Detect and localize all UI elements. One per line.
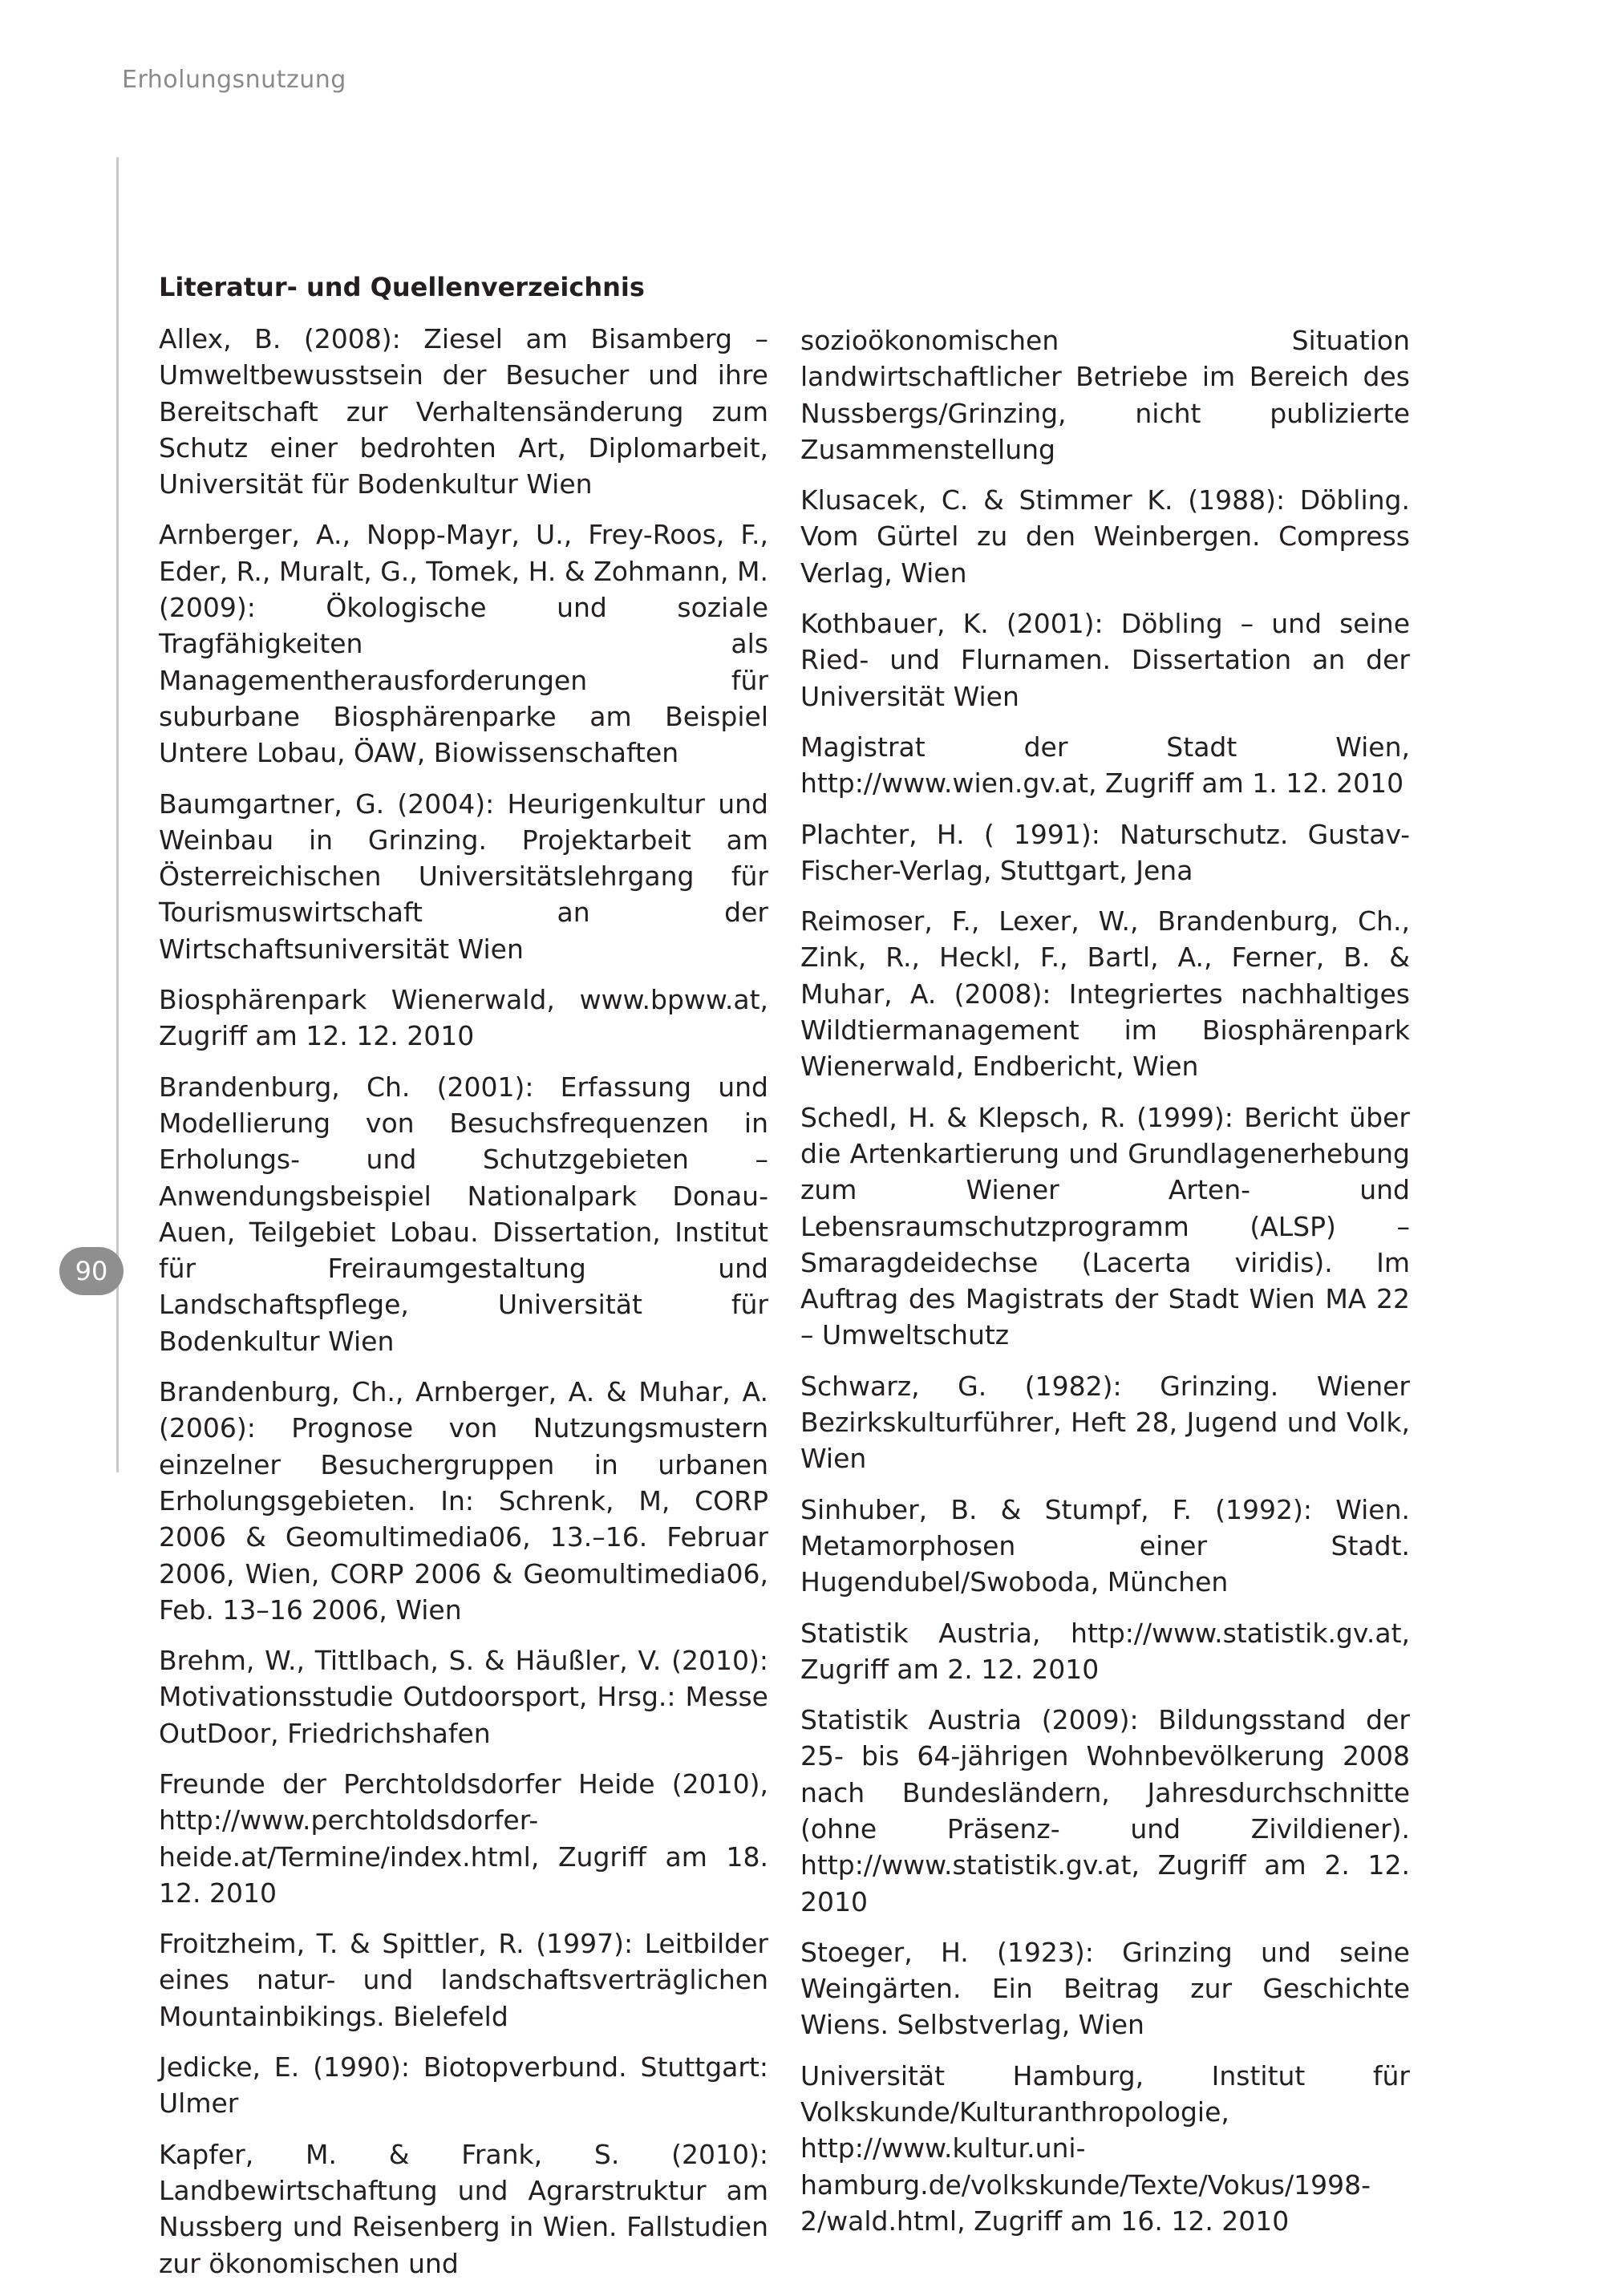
references-title: Literatur- und Quellenverzeichnis [159, 272, 645, 302]
reference-entry: Plachter, H. ( 1991): Naturschutz. Gustav-Fischer-Verlag, Stuttgart, Jena [800, 818, 1410, 886]
reference-entry: Kapfer, M. & Frank, S. (2010): Landbewirtschaftung und Agrarstruktur am Nussberg und Reisenberg in Wien. Fallstudien zur ökonomischen und [159, 2138, 768, 2279]
page-number-badge: 90 [59, 1247, 124, 1295]
reference-entry: Biosphärenpark Wienerwald, www.bpww.at, Zugriff am 12. 12. 2010 [159, 984, 768, 1052]
reference-entry: Allex, B. (2008): Ziesel am Bisamberg – Umweltbewusstsein der Besucher und ihre Bereitschaft zur Verhaltensänderung zum Schutz einer bedrohten Art, Diplomarbeit, Universität für Bodenkultur Wien [159, 323, 768, 500]
reference-entry: Brandenburg, Ch. (2001): Erfassung und Modellierung von Besuchsfrequenzen in Erholungs- und Schutzgebieten – Anwendungsbeispiel Nationalpark Donau-Auen, Teilgebiet Lobau. Dissertation, Institut für Freiraumgestaltung und Landschaftspflege, Universität für Bodenkultur Wien [159, 1071, 768, 1357]
reference-entry: Jedicke, E. (1990): Biotopverbund. Stuttgart: Ulmer [159, 2051, 768, 2120]
reference-entry: Stoeger, H. (1923): Grinzing und seine Weingärten. Ein Beitrag zur Geschichte Wiens. Selbstverlag, Wien [800, 1936, 1410, 2041]
references-left-column [159, 321, 768, 2296]
reference-entry: sozioökonomischen Situation landwirtschaftlicher Betriebe im Bereich des Nussbergs/Grinzing, nicht publizierte Zusammenstellung [800, 325, 1410, 465]
reference-entry: Schedl, H. & Klepsch, R. (1999): Bericht über die Artenkartierung und Grundlagenerhebung zum Wiener Arten- und Lebensraumschutzprogramm (ALSP) – Smaragdeidechse (Lacerta viridis). Im Auftrag des Magistrats der Stadt Wien MA 22 – Umweltschutz [800, 1101, 1410, 1351]
reference-entry: Reimoser, F., Lexer, W., Brandenburg, Ch., Zink, R., Heckl, F., Bartl, A., Ferner, B. & Muhar, A. (2008): Integriertes nachhaltiges Wildtiermanagement im Biosphärenpark Wienerwald, Endbericht, Wien [800, 905, 1410, 1083]
reference-entry: Universität Hamburg, Institut für Volkskunde/Kulturanthropologie, http://www.kultur.uni-hamburg.de/volkskunde/Texte/Vokus/1998-2/wald.html, Zugriff am 16. 12. 2010 [800, 2059, 1410, 2237]
reference-entry: Arnberger, A., Nopp-Mayr, U., Frey-Roos, F., Eder, R., Muralt, G., Tomek, H. & Zohmann, M. (2009): Ökologische und soziale Tragfähigkeiten als Managementherausforderungen für suburbane Biosphärenparke am Beispiel Untere Lobau, ÖAW, Biowissenschaften [159, 519, 768, 769]
reference-entry: Klusacek, C. & Stimmer K. (1988): Döbling. Vom Gürtel zu den Weinbergen. Compress Verlag, Wien [800, 484, 1410, 589]
reference-entry: Magistrat der Stadt Wien, http://www.wien.gv.at, Zugriff am 1. 12. 2010 [800, 731, 1410, 800]
reference-entry: Freunde der Perchtoldsdorfer Heide (2010), http://www.perchtoldsdorfer-heide.at/Termine/index.html, Zugriff am 18. 12. 2010 [159, 1768, 768, 1909]
reference-entry: Brandenburg, Ch., Arnberger, A. & Muhar, A. (2006): Prognose von Nutzungsmustern einzelner Besuchergruppen in urbanen Erholungsgebieten. In: Schrenk, M, CORP 2006 & Geomultimedia06, 13.–16. Februar 2006, Wien, CORP 2006 & Geomultimedia06, Feb. 13–16 2006, Wien [159, 1376, 768, 1626]
reference-entry: Kothbauer, K. (2001): Döbling – und seine Ried- und Flurnamen. Dissertation an der Universität Wien [800, 608, 1410, 712]
reference-entry: Brehm, W., Tittlbach, S. & Häußler, V. (2010): Motivationsstudie Outdoorsport, Hrsg.: Messe OutDoor, Friedrichshafen [159, 1645, 768, 1749]
reference-entry: Schwarz, G. (1982): Grinzing. Wiener Bezirkskulturführer, Heft 28, Jugend und Volk, Wien [800, 1370, 1410, 1475]
running-header: Erholungsnutzung [122, 66, 346, 94]
reference-entry: Sinhuber, B. & Stumpf, F. (1992): Wien. Metamorphosen einer Stadt. Hugendubel/Swoboda, München [800, 1493, 1410, 1598]
reference-entry: Froitzheim, T. & Spittler, R. (1997): Leitbilder eines natur- und landschaftsverträglichen Mountainbikings. Bielefeld [159, 1928, 768, 2032]
reference-entry: Statistik Austria (2009): Bildungsstand der 25- bis 64-jährigen Wohnbevölkerung 2008 nach Bundesländern, Jahresdurchschnitte (ohne Präsenz- und Zivildiener). http://www.statistik.gv.at, Zugriff am 2. 12. 2010 [800, 1704, 1410, 1917]
references-right-column [800, 322, 1410, 2253]
reference-entry: Baumgartner, G. (2004): Heurigenkultur und Weinbau in Grinzing. Projektarbeit am Österreichischen Universitätslehrgang für Tourismuswirtschaft an der Wirtschaftsuniversität Wien [159, 788, 768, 965]
reference-entry: Statistik Austria, http://www.statistik.gv.at, Zugriff am 2. 12. 2010 [800, 1617, 1410, 1685]
